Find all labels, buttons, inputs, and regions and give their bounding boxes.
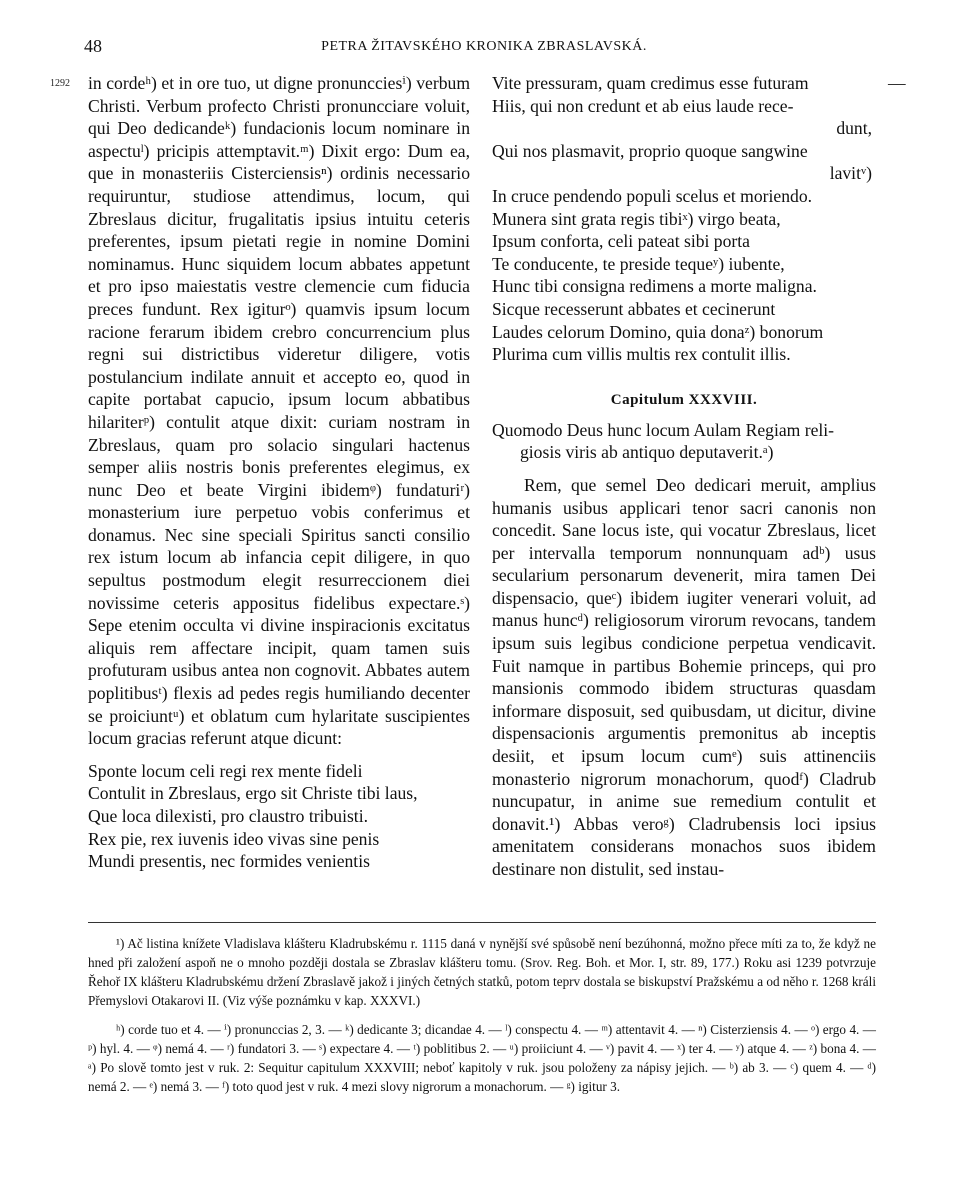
verse-line: Laudes celorum Domino, quia donaᶻ) bonorum (492, 321, 824, 342)
chapter-subtitle-line: giosis viris ab antiquo deputaverit.ᵃ) (520, 442, 774, 463)
verse-line: Vite pressuram, quam credimus esse futuram (492, 73, 809, 93)
verse-line: Sponte locum celi regi rex mente fideli (88, 760, 363, 781)
verse-line: Sicque recesserunt abbates et cecinerunt (492, 298, 776, 319)
right-column (492, 72, 876, 881)
footnotes (88, 934, 876, 1096)
verse-line: Mundi presentis, nec formides venientis (88, 851, 370, 872)
verse-line: Qui nos plasmavit, proprio quoque sangwine (492, 140, 808, 161)
verse-line: dunt, (836, 118, 872, 139)
page-number: 48 (84, 36, 102, 56)
verse-line: Plurima cum villis multis rex contulit illis. (492, 344, 791, 365)
left-verse (88, 760, 470, 873)
verse-line: In cruce pendendo populi scelus et moriendo. (492, 185, 813, 206)
textual-apparatus: ʰ) corde tuo et 4. — ⁱ) pronunccias 2, 3. — ᵏ) dedicante 3; dicandae 4. — ˡ) conspectu 4. — ᵐ) attentavit 4. — ⁿ) Cisterziensis 4. — ᵒ) ergo 4. — ᵖ) hyl. 4. — ᵠ) nemá 4. — ʳ) fundatori 3. — ˢ) expectare 4. — ᵗ) poblitibus 2. — ᵘ) proiiciunt 4. — ᵛ) pavit 4. — ˣ) ter 4. — ʸ) atque 4. — ᶻ) bona 4. — ᵃ) Po slově tomto jest v ruk. 2: Sequitur capitulum XXXVIII; neboť kapitoly v ruk. jsou položeny za nápisy jejich. — ᵇ) ab 3. — ᶜ) quem 4. — ᵈ) nemá 2. — ᵉ) nemá 3. — ᶠ) toto quod jest v ruk. 4 mezi slovy nigrorum a monachorum. — ᵍ) igitur 3. (88, 1022, 876, 1094)
chapter-body: Rem, que semel Deo dedicari meruit, amplius humanis usibus applicari tenor sacri canonis non concedit. Sane locus iste, qui vocatur Zbreslaus, licet per intervalla temporum nonnunquam adᵇ) usus secularium personarum devenerit, mira tamen Dei dispensacio, queᶜ) ibidem iugiter venerari voluit, ad manus huncᵈ) religiosorum virorum revocans, tandem ipsum suis legibus condicione perpetua vendicavit. Fuit namque in partibus Bohemie princeps, qui pro mansionis commodo ibidem structuras quasdam informare disposuit, sed quibusdam, ut dicitur, divine dispensacionis argumentis premonitus ab inceptis desiit, et ipsum locum cumᵉ) suis attinenciis monasterio nigrorum monachorum, quodᶠ) Cladrub nuncupatur, in anime sue remedium contulit et donavit.¹) Abbas veroᵍ) Cladrubensis loci ipsius amenitatem considerans monachos suos ibidem destinare non distulit, sed instau- (492, 474, 876, 879)
verse-continuation-dash: — (888, 73, 906, 93)
verse-line: Que loca dilexisti, pro claustro tribuisti. (88, 806, 368, 826)
verse-line: lavitᵛ) (829, 163, 872, 184)
verse-line: Hunc tibi consigna redimens a morte maligna. (492, 276, 817, 297)
verse-line: Contulit in Zbreslaus, ergo sit Christe tibi laus, (88, 783, 418, 804)
left-column (88, 72, 470, 873)
right-verse (492, 72, 876, 366)
author-footnote: ¹) Ač listina knížete Vladislava klášteru Kladrubskému r. 1115 daná v nynější své spůsobě není bezúhonná, možno přece míti za to, že když ne hned při založení aspoň ne o mnoho později dostala se Zbraslav klášteru tomu. (Srov. Reg. Boh. et Mor. I, str. 89, 177.) Roku asi 1239 potvrzuje Řehoř IX klášteru Kladrubskému držení Zbraslavě jakož i jiných četných statků, potom teprv dostala se biskupství Pražskému a od něho r. 1268 králi Přemyslovi Otakarovi II. (Viz výše poznámku v kap. XXXVI.) (88, 936, 876, 1008)
running-head (84, 36, 884, 60)
chapter-subtitle-line: Quomodo Deus hunc locum Aulam Regiam reli- (492, 419, 835, 440)
chapter-heading: Capitulum XXXVIII. (610, 391, 758, 408)
verse-line: Ipsum conforta, celi pateat sibi porta (492, 231, 750, 252)
left-column-paragraph: in cordeʰ) et in ore tuo, ut digne pronuncciesⁱ) verbum Christi. Verbum profecto Christi pronuncciare voluit, qui Deo dedicandeᵏ) fundacionis locum nominare in aspectuˡ) pricipis attemptavit.ᵐ) Dixit ergo: Dum ea, que in monasteriis Cisterciensisⁿ) ordinis necessario requiruntur, studiose attendimus, locum, qui Zbreslaus dicitur, frugalitatis ipsius intuitu ceteris preferentes, ipsum pietati regie in nomine Domini nominamus. Hunc siquidem locum abbates appetunt et pro ipso maiestatis vestre clemencie cum fiducia preces fundunt. Rex igiturᵒ) quamvis ipsum locum racione ferarum ibidem crebro concurrencium plus regni sui districtibus videretur diligere, votis postulancium indilate annuit et accepto eo, quod in capite portabat capucio, ipsum locum abbatibus hilariterᵖ) contulit atque dixit: curiam nostram in Zbreslaus, quam pro solacio singulari hactenus semper aliis nostris bonis preferentes elegimus, ex nunc Deo et beate Virgini ibidemᵠ) fundaturiʳ) monasterium iure perpetuo vobis conferimus et donamus. Nec sine speciali Spiritus sancti consilio rex istum locum ab infancia cepit diligere, in quo sepultus postmodum elegit resurreccionem diei novissime ceteris appositus fidelibus expectare.ˢ) Sepe etenim occulta vi divine inspiracionis excitatus aliquis rem affectare incipit, quam tamen suis profuturam usibus antea non cognovit. Abbates autem poplitibusᵗ) flexis ad pedes regis humiliando decenter se proiciuntᵘ) et oblatum cum hylaritate suscipientes locum gracias referunt atque dicunt: (88, 73, 470, 749)
chapter-subtitle (492, 419, 876, 464)
running-title: PETRA ŽITAVSKÉHO KRONIKA ZBRASLAVSKÁ. (321, 39, 647, 54)
verse-line: Te conducente, te preside tequeʸ) iubente, (492, 253, 785, 274)
verse-line: Rex pie, rex iuvenis ideo vivas sine penis (88, 828, 380, 849)
verse-line: Hiis, qui non credunt et ab eius laude rece- (492, 95, 794, 116)
footnote-divider (88, 922, 876, 923)
margin-year: 1292 (50, 78, 70, 89)
verse-line: Munera sint grata regis tibiˣ) virgo beata, (492, 208, 781, 229)
